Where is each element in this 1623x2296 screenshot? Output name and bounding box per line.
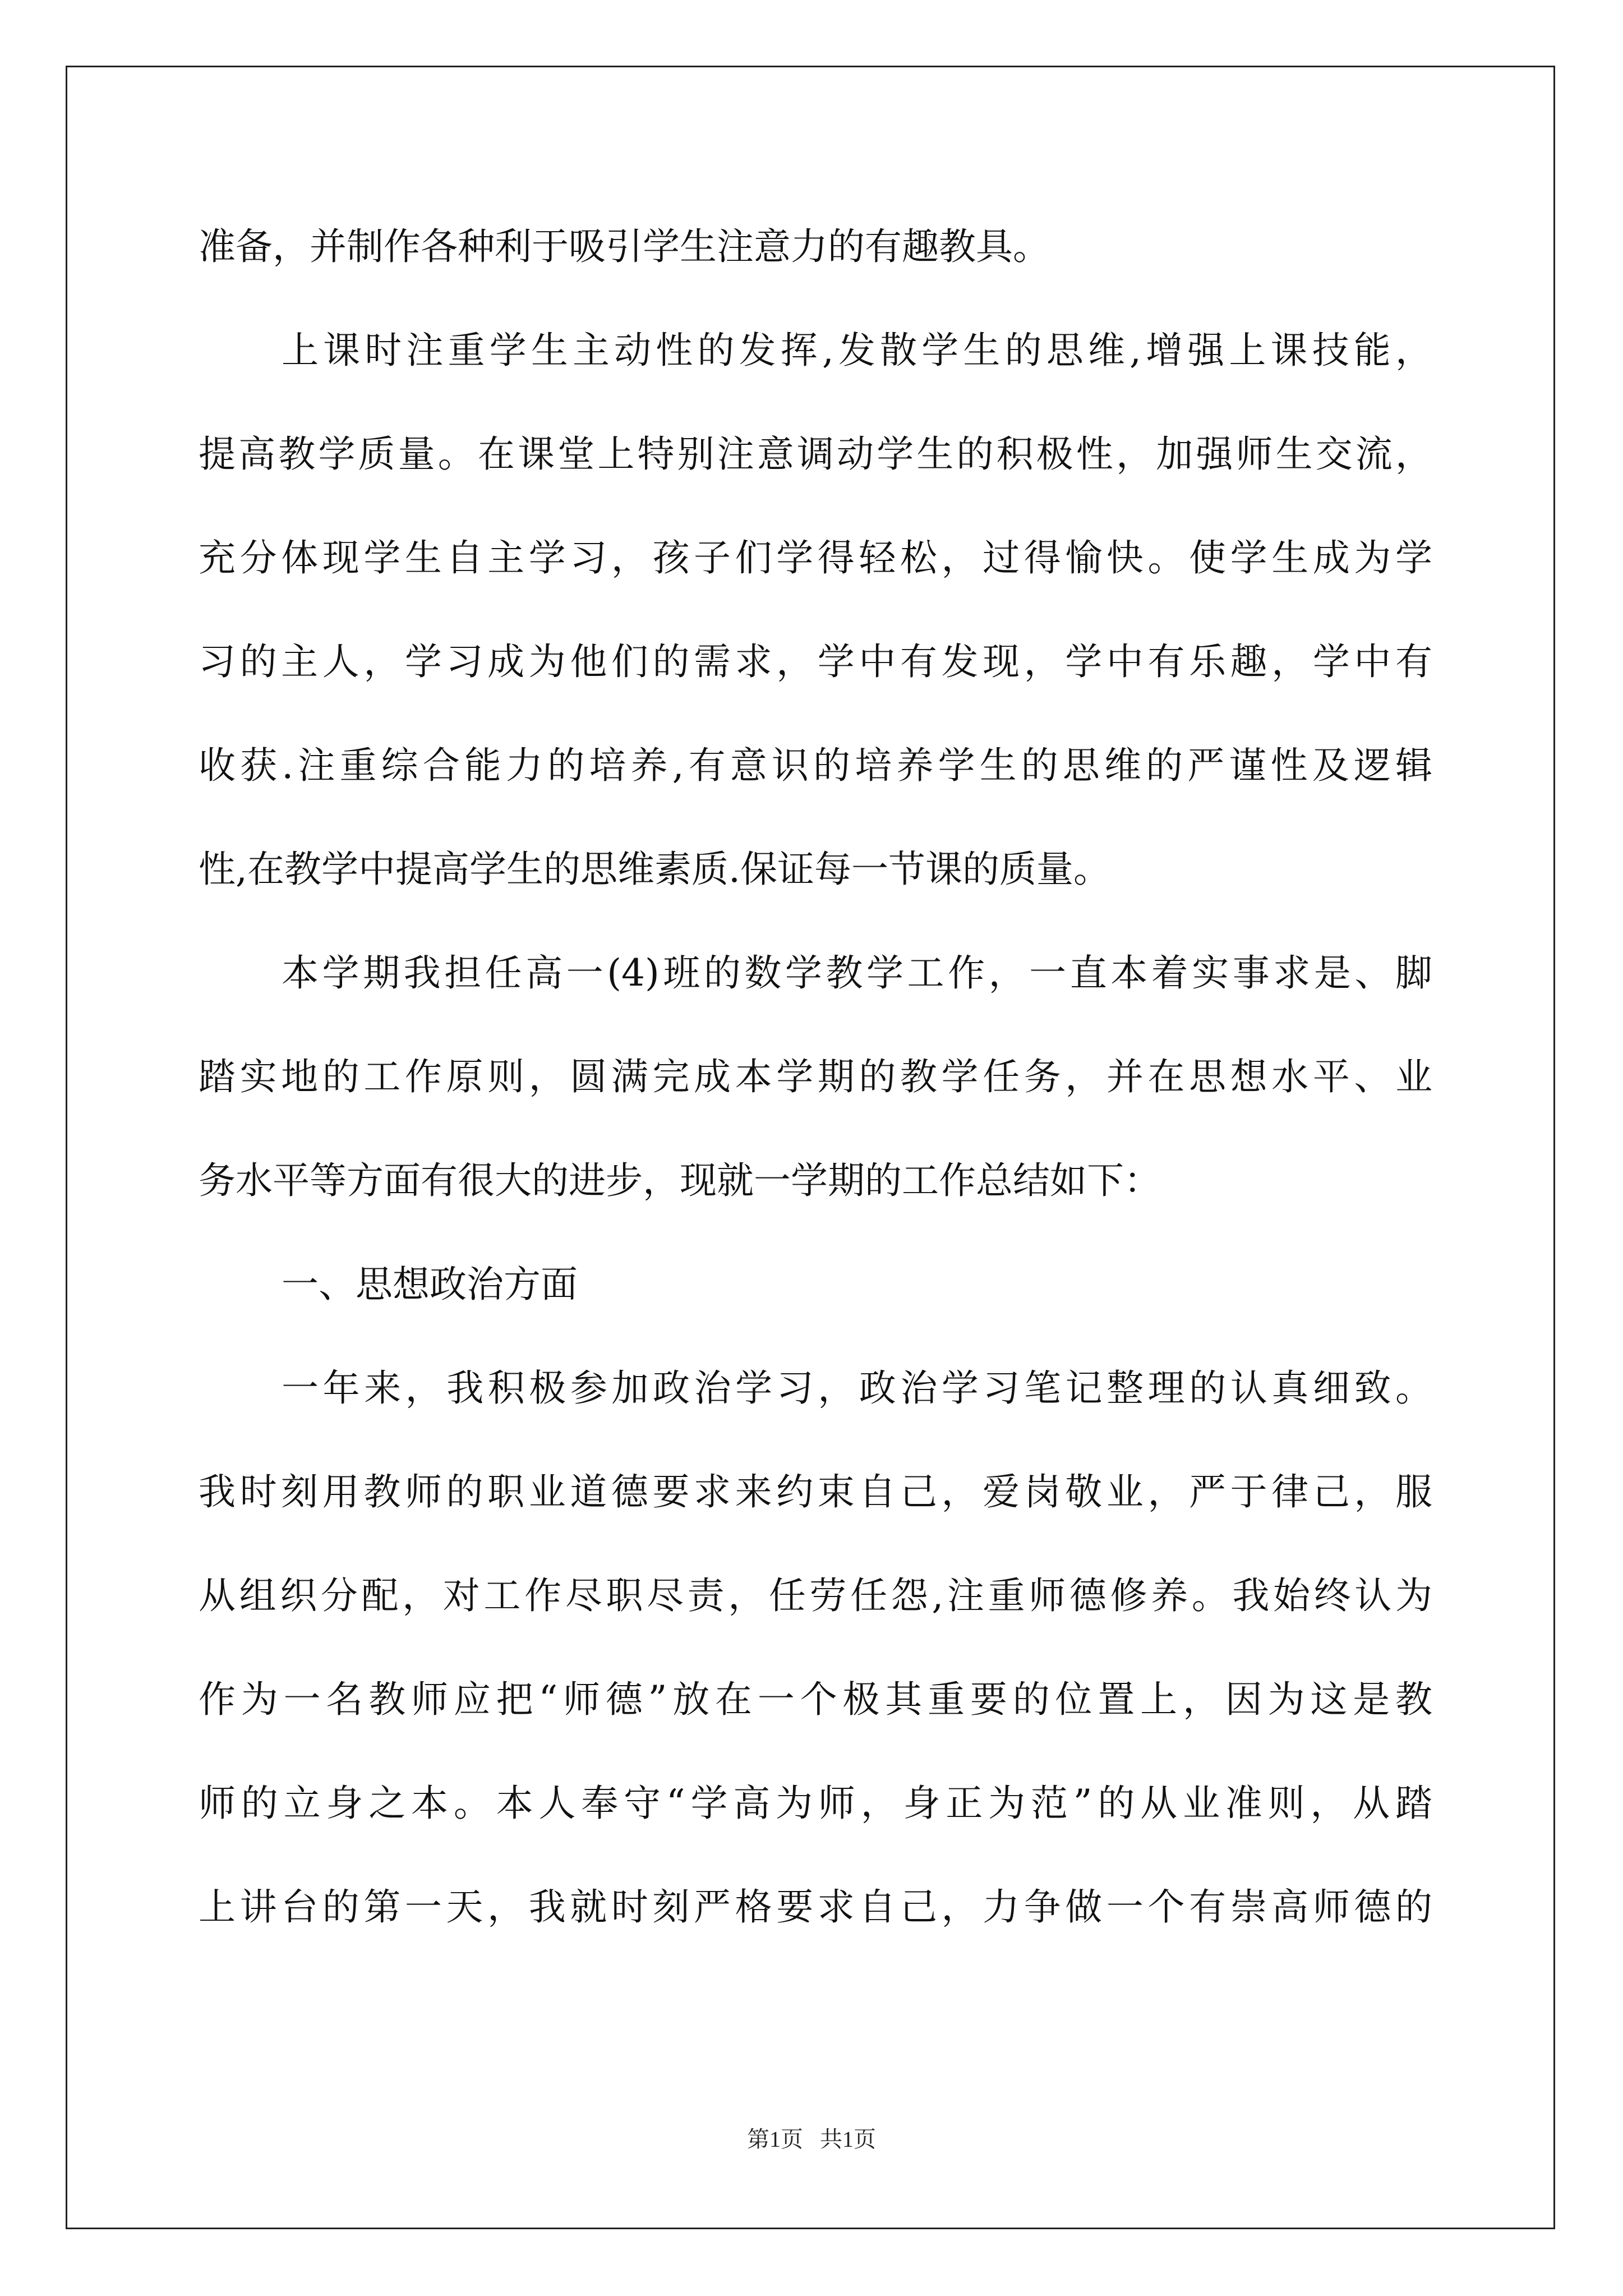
text-line-13: 我时刻用教师的职业道德要求来约束自己，爱岗敬业，严于律己，服 bbox=[199, 1470, 1432, 1513]
text-line-4: 充分体现学生自主学习，孩子们学得轻松，过得愉快。使学生成为学 bbox=[199, 536, 1432, 579]
text-line-7: 性,在教学中提高学生的思维素质.保证每一节课的质量。 bbox=[199, 848, 1110, 891]
text-line-16: 师的立身之本。本人奉守“学高为师，身正为范”的从业准则，从踏 bbox=[199, 1782, 1432, 1825]
text-line-17: 上讲台的第一天，我就时刻严格要求自己，力争做一个有崇高师德的 bbox=[199, 1885, 1432, 1929]
text-line-10: 务水平等方面有很大的进步，现就一学期的工作总结如下： bbox=[199, 1159, 1161, 1202]
text-line-2: 上课时注重学生主动性的发挥,发散学生的思维,增强上课技能， bbox=[282, 329, 1432, 372]
text-line-3: 提高教学质量。在课堂上特别注意调动学生的积极性，加强师生交流， bbox=[199, 432, 1432, 476]
section-heading: 一、思想政治方面 bbox=[282, 1263, 578, 1306]
text-line-6: 收获.注重综合能力的培养,有意识的培养学生的思维的严谨性及逻辑 bbox=[199, 744, 1432, 787]
text-line-5: 习的主人，学习成为他们的需求，学中有发现，学中有乐趣，学中有 bbox=[199, 640, 1432, 683]
text-line-15: 作为一名教师应把“师德”放在一个极其重要的位置上，因为这是教 bbox=[199, 1678, 1432, 1721]
text-line-9: 踏实地的工作原则，圆满完成本学期的教学任务，并在思想水平、业 bbox=[199, 1055, 1432, 1098]
text-line-8: 本学期我担任高一(4)班的数学教学工作，一直本着实事求是、脚 bbox=[282, 951, 1432, 995]
page-number-footer: 第1页 共1页 bbox=[747, 2127, 876, 2152]
text-line-14: 从组织分配，对工作尽职尽责，任劳任怨,注重师德修养。我始终认为 bbox=[199, 1574, 1432, 1617]
text-line-12: 一年来，我积极参加政治学习，政治学习笔记整理的认真细致。 bbox=[282, 1366, 1432, 1410]
text-line-1: 准备，并制作各种利于吸引学生注意力的有趣教具。 bbox=[199, 225, 1050, 268]
